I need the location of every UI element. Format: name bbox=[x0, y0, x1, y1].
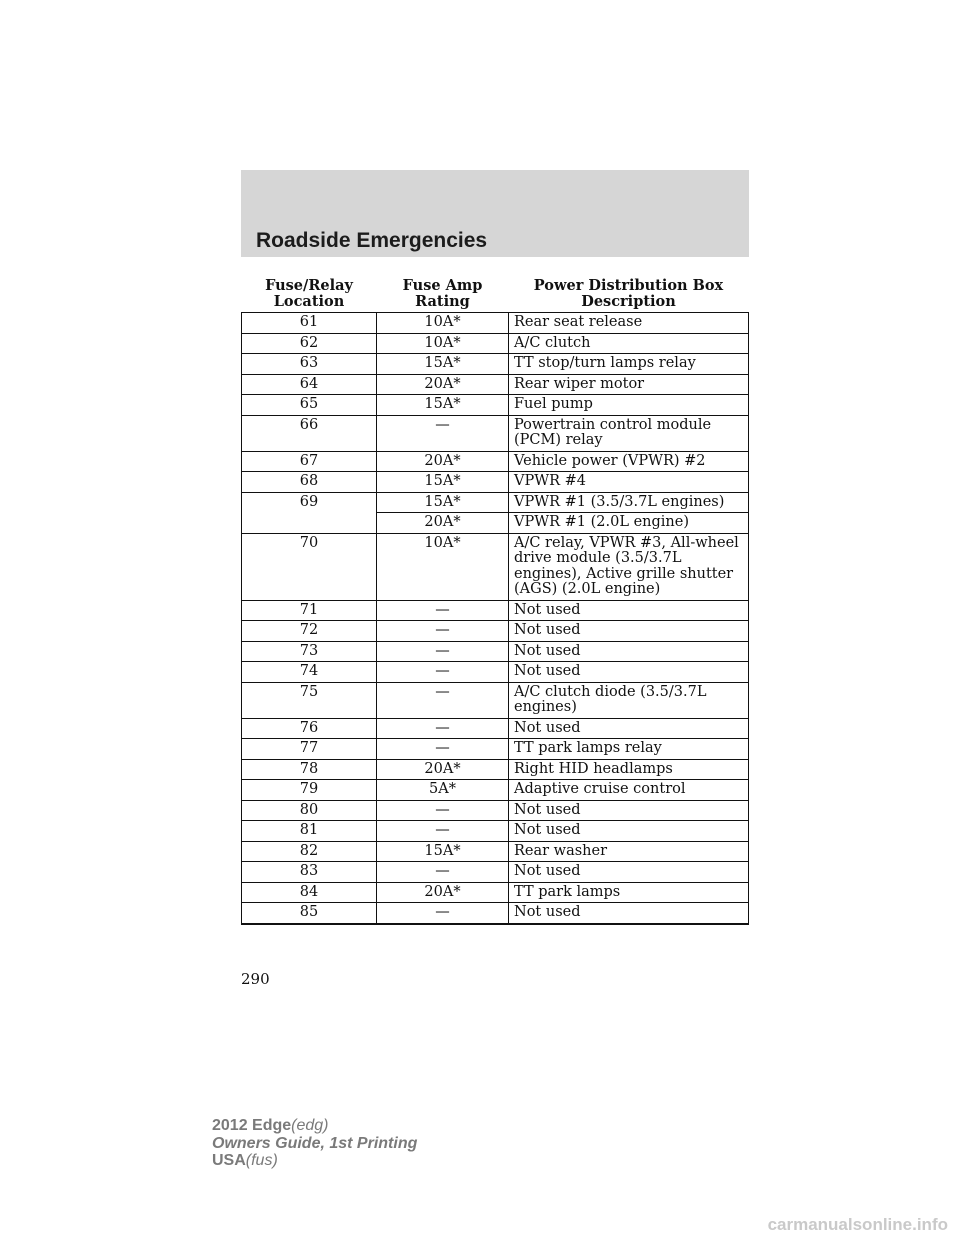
table-row bbox=[242, 333, 749, 354]
fuse-location: 84 bbox=[242, 882, 377, 903]
footer-line-edition: Owners Guide, 1st Printing bbox=[212, 1134, 418, 1152]
column-header-description: Power Distribution Box Description bbox=[509, 273, 749, 313]
fuse-description: TT park lamps bbox=[509, 882, 749, 903]
fuse-location: 80 bbox=[242, 800, 377, 821]
fuse-amp-rating: — bbox=[377, 718, 509, 739]
column-header-amp-rating: Fuse Amp Rating bbox=[377, 273, 509, 313]
fuse-amp-rating: — bbox=[377, 821, 509, 842]
fuse-location: 82 bbox=[242, 841, 377, 862]
fuse-location: 79 bbox=[242, 780, 377, 801]
table-row bbox=[242, 451, 749, 472]
fuse-amp-rating: 20A* bbox=[377, 451, 509, 472]
print-footer bbox=[212, 1117, 417, 1170]
table-row bbox=[242, 800, 749, 821]
table-row bbox=[242, 415, 749, 451]
table-row bbox=[242, 862, 749, 883]
fuse-amp-rating: 15A* bbox=[377, 492, 509, 513]
table-row bbox=[242, 821, 749, 842]
fuse-amp-rating: 10A* bbox=[377, 313, 509, 334]
fuse-amp-rating: 15A* bbox=[377, 472, 509, 493]
fuse-description: Not used bbox=[509, 662, 749, 683]
fuse-location: 75 bbox=[242, 682, 377, 718]
fuse-location: 68 bbox=[242, 472, 377, 493]
fuse-amp-rating: — bbox=[377, 415, 509, 451]
fuse-description: Rear seat release bbox=[509, 313, 749, 334]
fuse-description: VPWR #4 bbox=[509, 472, 749, 493]
fuse-description: A/C clutch diode (3.5/3.7L engines) bbox=[509, 682, 749, 718]
fuse-amp-rating: — bbox=[377, 903, 509, 924]
table-row bbox=[242, 903, 749, 924]
fuse-location: 69 bbox=[242, 492, 377, 513]
fuse-location: 71 bbox=[242, 600, 377, 621]
fuse-location: 65 bbox=[242, 395, 377, 416]
fuse-description: Not used bbox=[509, 903, 749, 924]
table-row bbox=[242, 641, 749, 662]
fuse-description: Not used bbox=[509, 800, 749, 821]
fuse-description: Not used bbox=[509, 821, 749, 842]
table-row bbox=[242, 313, 749, 334]
fuse-description: Rear wiper motor bbox=[509, 374, 749, 395]
fuse-location: 74 bbox=[242, 662, 377, 683]
page-number: 290 bbox=[241, 970, 270, 988]
section-title: Roadside Emergencies bbox=[256, 229, 488, 252]
fuse-amp-rating: 20A* bbox=[377, 513, 509, 534]
table-row bbox=[242, 472, 749, 493]
fuse-location: 77 bbox=[242, 739, 377, 760]
fuse-location: 66 bbox=[242, 415, 377, 451]
footer-line-model: 2012 Edge(edg) bbox=[212, 1117, 329, 1134]
fuse-description: Not used bbox=[509, 641, 749, 662]
fuse-description: Powertrain control module (PCM) relay bbox=[509, 415, 749, 451]
fuse-description: VPWR #1 (3.5/3.7L engines) bbox=[509, 492, 749, 513]
fuse-description: A/C clutch bbox=[509, 333, 749, 354]
table-row bbox=[242, 600, 749, 621]
fuse-description: Not used bbox=[509, 718, 749, 739]
fuse-location: 63 bbox=[242, 354, 377, 375]
fuse-amp-rating: — bbox=[377, 800, 509, 821]
table-row bbox=[242, 395, 749, 416]
fuse-location: 61 bbox=[242, 313, 377, 334]
fuse-amp-rating: 15A* bbox=[377, 841, 509, 862]
fuse-amp-rating: 10A* bbox=[377, 533, 509, 600]
table-row bbox=[242, 739, 749, 760]
table-row bbox=[242, 662, 749, 683]
table-row bbox=[242, 841, 749, 862]
fuse-description: A/C relay, VPWR #3, All-wheel drive module (3.5/3.7L engines), Active grille shutter (AGS) (2.0L engine) bbox=[509, 533, 749, 600]
fuse-description: Fuel pump bbox=[509, 395, 749, 416]
watermark: carmanualsonline.info bbox=[767, 1215, 948, 1234]
fuse-table bbox=[241, 273, 749, 925]
fuse-location: 85 bbox=[242, 903, 377, 924]
fuse-location: 72 bbox=[242, 621, 377, 642]
fuse-description: Vehicle power (VPWR) #2 bbox=[509, 451, 749, 472]
table-row bbox=[242, 492, 749, 513]
fuse-location: 78 bbox=[242, 759, 377, 780]
fuse-location: 64 bbox=[242, 374, 377, 395]
table-row bbox=[242, 718, 749, 739]
table-row bbox=[242, 780, 749, 801]
fuse-amp-rating: — bbox=[377, 641, 509, 662]
fuse-amp-rating: 20A* bbox=[377, 374, 509, 395]
fuse-location: 73 bbox=[242, 641, 377, 662]
fuse-location: 62 bbox=[242, 333, 377, 354]
column-header-location: Fuse/Relay Location bbox=[242, 273, 377, 313]
fuse-location: 76 bbox=[242, 718, 377, 739]
fuse-amp-rating: — bbox=[377, 739, 509, 760]
table-row bbox=[242, 621, 749, 642]
fuse-amp-rating: — bbox=[377, 662, 509, 683]
fuse-location: 70 bbox=[242, 533, 377, 600]
table-row bbox=[242, 533, 749, 600]
table-row bbox=[242, 759, 749, 780]
fuse-location: 67 bbox=[242, 451, 377, 472]
fuse-amp-rating: 15A* bbox=[377, 395, 509, 416]
fuse-location: 83 bbox=[242, 862, 377, 883]
fuse-description: TT park lamps relay bbox=[509, 739, 749, 760]
section-banner bbox=[241, 170, 749, 257]
fuse-amp-rating: — bbox=[377, 862, 509, 883]
table-row bbox=[242, 374, 749, 395]
fuse-description: Rear washer bbox=[509, 841, 749, 862]
fuse-description: Right HID headlamps bbox=[509, 759, 749, 780]
fuse-description: VPWR #1 (2.0L engine) bbox=[509, 513, 749, 534]
fuse-amp-rating: — bbox=[377, 621, 509, 642]
fuse-location: 81 bbox=[242, 821, 377, 842]
fuse-amp-rating: — bbox=[377, 682, 509, 718]
fuse-location bbox=[242, 513, 377, 534]
table-row bbox=[242, 882, 749, 903]
table-row bbox=[242, 513, 749, 534]
fuse-amp-rating: 10A* bbox=[377, 333, 509, 354]
footer-line-market: USA(fus) bbox=[212, 1152, 278, 1169]
fuse-amp-rating: — bbox=[377, 600, 509, 621]
table-row bbox=[242, 354, 749, 375]
fuse-description: Not used bbox=[509, 600, 749, 621]
fuse-description: Not used bbox=[509, 862, 749, 883]
fuse-amp-rating: 15A* bbox=[377, 354, 509, 375]
fuse-description: Not used bbox=[509, 621, 749, 642]
fuse-description: Adaptive cruise control bbox=[509, 780, 749, 801]
fuse-amp-rating: 20A* bbox=[377, 759, 509, 780]
table-row bbox=[242, 682, 749, 718]
fuse-amp-rating: 5A* bbox=[377, 780, 509, 801]
fuse-amp-rating: 20A* bbox=[377, 882, 509, 903]
fuse-description: TT stop/turn lamps relay bbox=[509, 354, 749, 375]
table-header-row bbox=[242, 273, 749, 313]
